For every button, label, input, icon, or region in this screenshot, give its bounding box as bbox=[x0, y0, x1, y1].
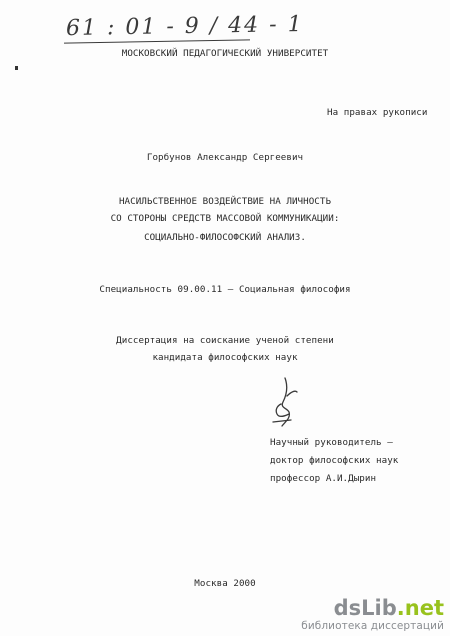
dslib-tagline: библиотека диссертаций bbox=[301, 620, 444, 632]
title-line-3: СОЦИАЛЬНО-ФИЛОСОФСКИЙ АНАЛИЗ. bbox=[144, 232, 306, 243]
supervisor-line-3: профессор А.И.Дырин bbox=[270, 473, 377, 484]
author-name: Горбунов Александр Сергеевич bbox=[146, 152, 304, 163]
margin-mark bbox=[15, 66, 18, 70]
specialty: Специальность 09.00.11 — Социальная философия bbox=[99, 284, 351, 295]
dslib-logo: dsLib.net bbox=[333, 596, 444, 620]
handwritten-catalog-code: 61 : 01 - 9 / 44 - 1 bbox=[65, 11, 304, 42]
title-line-1: НАСИЛЬСТВЕННОЕ ВОЗДЕЙСТВИЕ НА ЛИЧНОСТЬ bbox=[118, 196, 332, 207]
university-name: МОСКОВСКИЙ ПЕДАГОГИЧЕСКИЙ УНИВЕРСИТЕТ bbox=[121, 48, 329, 59]
degree-line-1: Диссертация на соискание ученой степени bbox=[116, 335, 334, 346]
handwritten-signature bbox=[265, 374, 305, 434]
place-and-year: Москва 2000 bbox=[194, 578, 256, 589]
title-line-2: СО СТОРОНЫ СРЕДСТВ МАССОВОЙ КОММУНИКАЦИИ: bbox=[110, 213, 340, 224]
rights-note: На правах рукописи bbox=[327, 107, 428, 118]
dslib-watermark bbox=[301, 598, 444, 632]
supervisor-line-1: Научный руководитель — bbox=[270, 437, 393, 448]
degree-line-2: кандидата философских наук bbox=[152, 352, 298, 363]
supervisor-line-2: доктор философских наук bbox=[270, 455, 399, 466]
